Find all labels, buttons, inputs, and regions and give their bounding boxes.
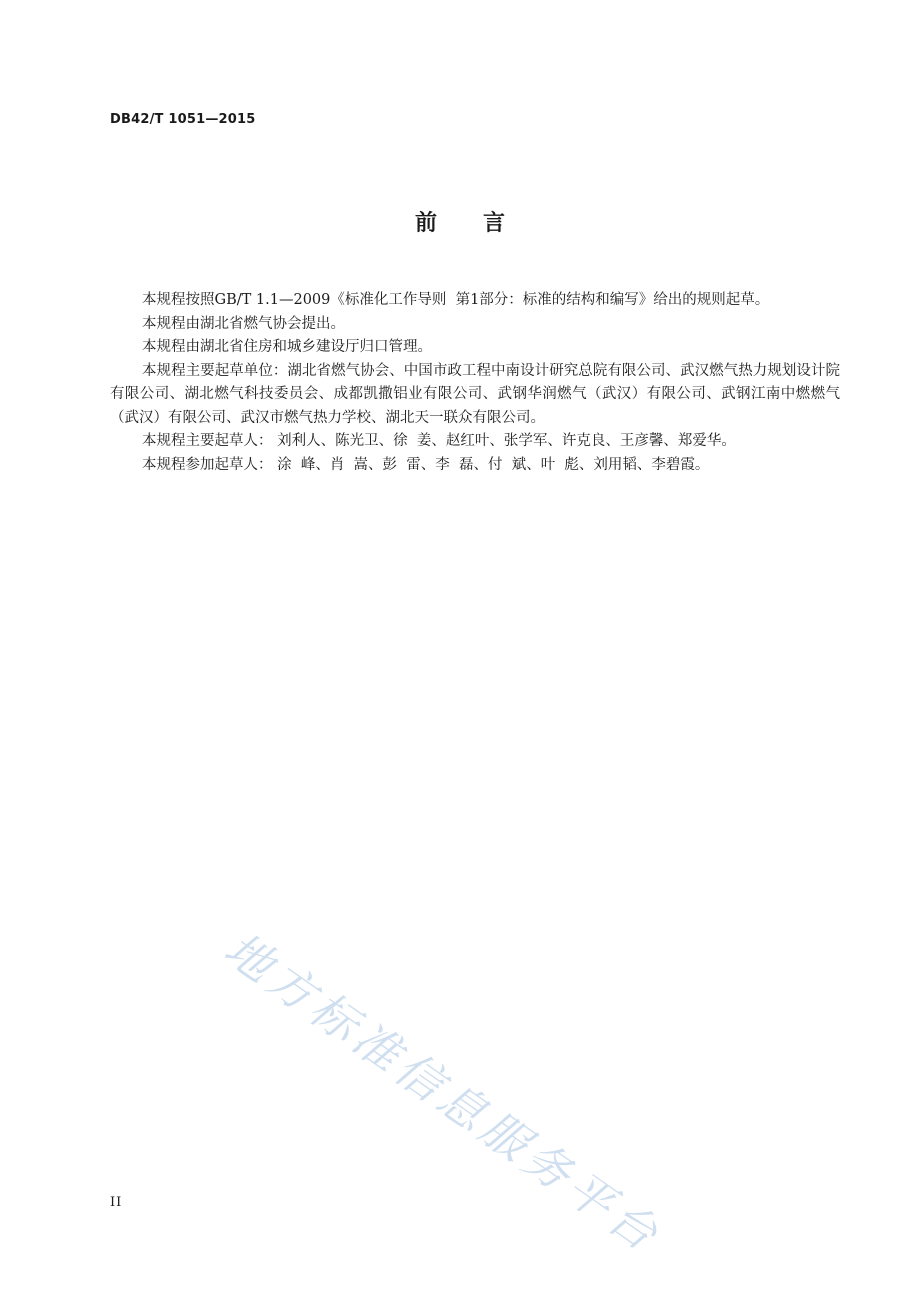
page-title [0, 206, 920, 237]
paragraph-administrator: 本规程由湖北省住房和城乡建设厅归口管理。 [142, 339, 432, 355]
page-number: II [110, 1195, 123, 1210]
paragraph-main-drafters: 本规程主要起草人： 刘利人、陈光卫、徐 姜、赵红叶、张学军、许克良、王彦馨、郑爱华。 [142, 433, 736, 449]
paragraph-drafting-units: 本规程主要起草单位：湖北省燃气协会、中国市政工程中南设计研究总院有限公司、武汉燃气热力规划设计院有限公司、湖北燃气科技委员会、成都凯撒铝业有限公司、武钢华润燃气（武汉）有限公司、武钢江南中燃燃气（武汉）有限公司、武汉市燃气热力学校、湖北天一联众有限公司。 [110, 362, 840, 426]
title-char-2: 言 [483, 211, 506, 236]
preface-body [110, 289, 840, 477]
paragraph-proposer: 本规程由湖北省燃气协会提出。 [142, 315, 345, 332]
watermark-logo: 地方标准信息服务平台 [214, 921, 672, 1264]
paragraph-participating-drafters: 本规程参加起草人： 涂 峰、肖 嵩、彭 雷、李 磊、付 斌、叶 彪、刘用韬、李碧霞。 [142, 456, 710, 473]
document-code: DB42/T 1051—2015 [110, 112, 256, 127]
title-char-1: 前 [414, 211, 437, 236]
paragraph-drafting-rules: 本规程按照GB/T 1.1—2009《标准化工作导则 第1部分：标准的结构和编写》给出的规则起草。 [142, 292, 770, 308]
